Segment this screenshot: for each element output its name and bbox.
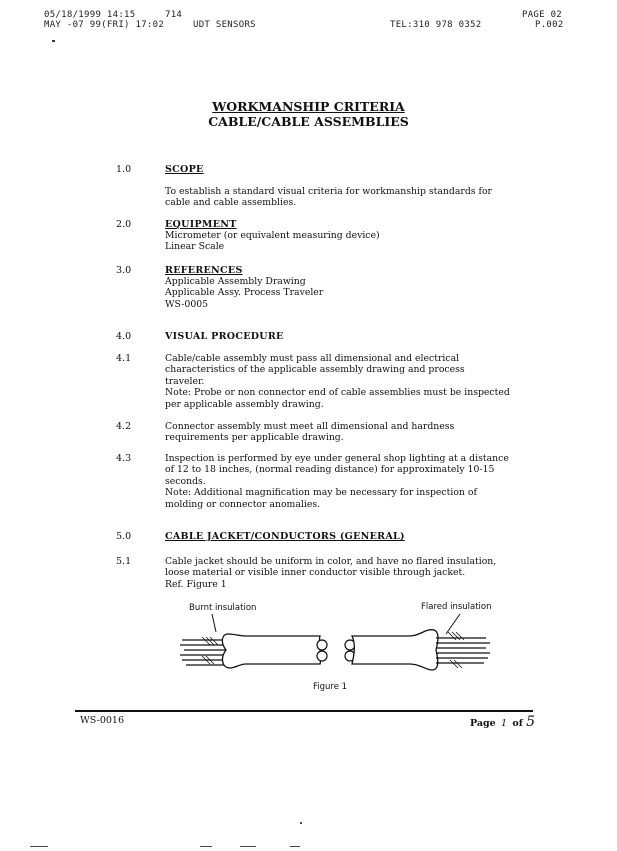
fax-date: MAY -07 99(FRI) 17:02 (44, 20, 165, 30)
section-number: 4.3 (116, 453, 132, 464)
fax-page-number: P.002 (535, 20, 564, 30)
left-wire-strands-icon (180, 640, 228, 665)
figure-label-flared-insulation: Flared insulation (421, 602, 492, 612)
text-line: WS-0005 (165, 298, 209, 310)
scan-speck (30, 846, 48, 847)
text-line: Note: Probe or non connector end of cable assemblies must be inspected (165, 387, 510, 399)
section-number: 4.2 (116, 421, 132, 432)
text-line: loose material or visible inner conductor visible through jacket. (165, 567, 466, 579)
section-heading-scope: SCOPE (165, 164, 204, 175)
section-body-scope (165, 186, 550, 209)
scan-speck (300, 822, 302, 824)
section-body-equipment (165, 230, 550, 253)
fax-telephone: TEL:310 978 0352 (390, 20, 482, 30)
section-heading-references: REFERENCES (165, 265, 243, 276)
footer-document-id: WS-0016 (80, 715, 125, 726)
page-current: 1 (501, 718, 508, 729)
right-cable-jacket-icon (352, 630, 438, 670)
section-body-4-2 (165, 421, 550, 444)
section-body-4-3 (165, 453, 550, 510)
cable-figure-drawing (170, 612, 500, 684)
document-title: WORKMANSHIP CRITERIA (212, 99, 405, 114)
section-number: 5.0 (116, 531, 132, 542)
text-line: per applicable assembly drawing. (165, 398, 324, 410)
text-line: characteristics of the applicable assembly drawing and process (165, 364, 465, 376)
page-total: 5 (526, 714, 536, 730)
text-line: of 12 to 18 inches, (normal reading distance) for approximately 10-15 (165, 464, 495, 476)
text-line: traveler. (165, 375, 205, 387)
section-body-5-1 (165, 556, 550, 590)
section-number: 2.0 (116, 219, 132, 230)
text-line: Inspection is performed by eye under general shop lighting at a distance (165, 453, 509, 464)
document-subtitle: CABLE/CABLE ASSEMBLIES (208, 114, 409, 129)
section-body-4-1 (165, 353, 550, 410)
text-line: Linear Scale (165, 241, 225, 253)
fax-timestamp: 05/18/1999 14:15 (44, 10, 136, 20)
break-mark-icon (317, 651, 327, 661)
page-prefix: Page (470, 718, 496, 729)
section-heading-cable-jacket: CABLE JACKET/CONDUCTORS (GENERAL) (165, 531, 405, 542)
section-body-references (165, 276, 550, 310)
text-line: requirements per applicable drawing. (165, 432, 344, 444)
text-line: molding or connector anomalies. (165, 498, 321, 510)
left-cable-jacket-icon (222, 634, 320, 668)
break-mark-icon (317, 640, 327, 650)
fax-company: UDT SENSORS (193, 20, 256, 30)
scan-speck (290, 846, 300, 847)
section-heading-equipment: EQUIPMENT (165, 219, 237, 230)
text-line: Cable jacket should be uniform in color, and have no flared insulation, (165, 556, 497, 567)
scan-speck (240, 846, 256, 847)
text-line: Ref. Figure 1 (165, 578, 227, 590)
right-wire-strands-icon (436, 638, 490, 663)
scan-speck (200, 846, 212, 847)
text-line: Applicable Assembly Drawing (165, 276, 306, 287)
text-line: Applicable Assy. Process Traveler (165, 287, 324, 299)
text-line: Micrometer (or equivalent measuring device) (165, 230, 380, 241)
figure-label-burnt-insulation: Burnt insulation (189, 603, 257, 613)
leader-line-right (446, 614, 460, 634)
text-line: Note: Additional magnification may be necessary for inspection of (165, 487, 477, 499)
footer-divider (75, 710, 533, 712)
footer-page-indicator (470, 714, 535, 730)
page-of: of (512, 718, 523, 729)
section-number: 1.0 (116, 164, 132, 175)
figure-caption: Figure 1 (313, 682, 348, 692)
section-number: 3.0 (116, 265, 132, 276)
scan-speck (52, 40, 55, 42)
section-heading-visual-procedure: VISUAL PROCEDURE (165, 331, 284, 342)
text-line: Cable/cable assembly must pass all dimensional and electrical (165, 353, 460, 364)
section-number: 4.1 (116, 353, 132, 364)
fax-page-label: PAGE 02 (522, 10, 563, 20)
fax-code: 714 (165, 10, 183, 20)
text-line: cable and cable assemblies. (165, 197, 297, 209)
section-number: 4.0 (116, 331, 132, 342)
leader-line-left (212, 614, 216, 632)
text-line: Connector assembly must meet all dimensional and hardness (165, 421, 455, 432)
text-line: To establish a standard visual criteria for workmanship standards for (165, 186, 492, 197)
section-number: 5.1 (116, 556, 132, 567)
text-line: seconds. (165, 475, 206, 487)
